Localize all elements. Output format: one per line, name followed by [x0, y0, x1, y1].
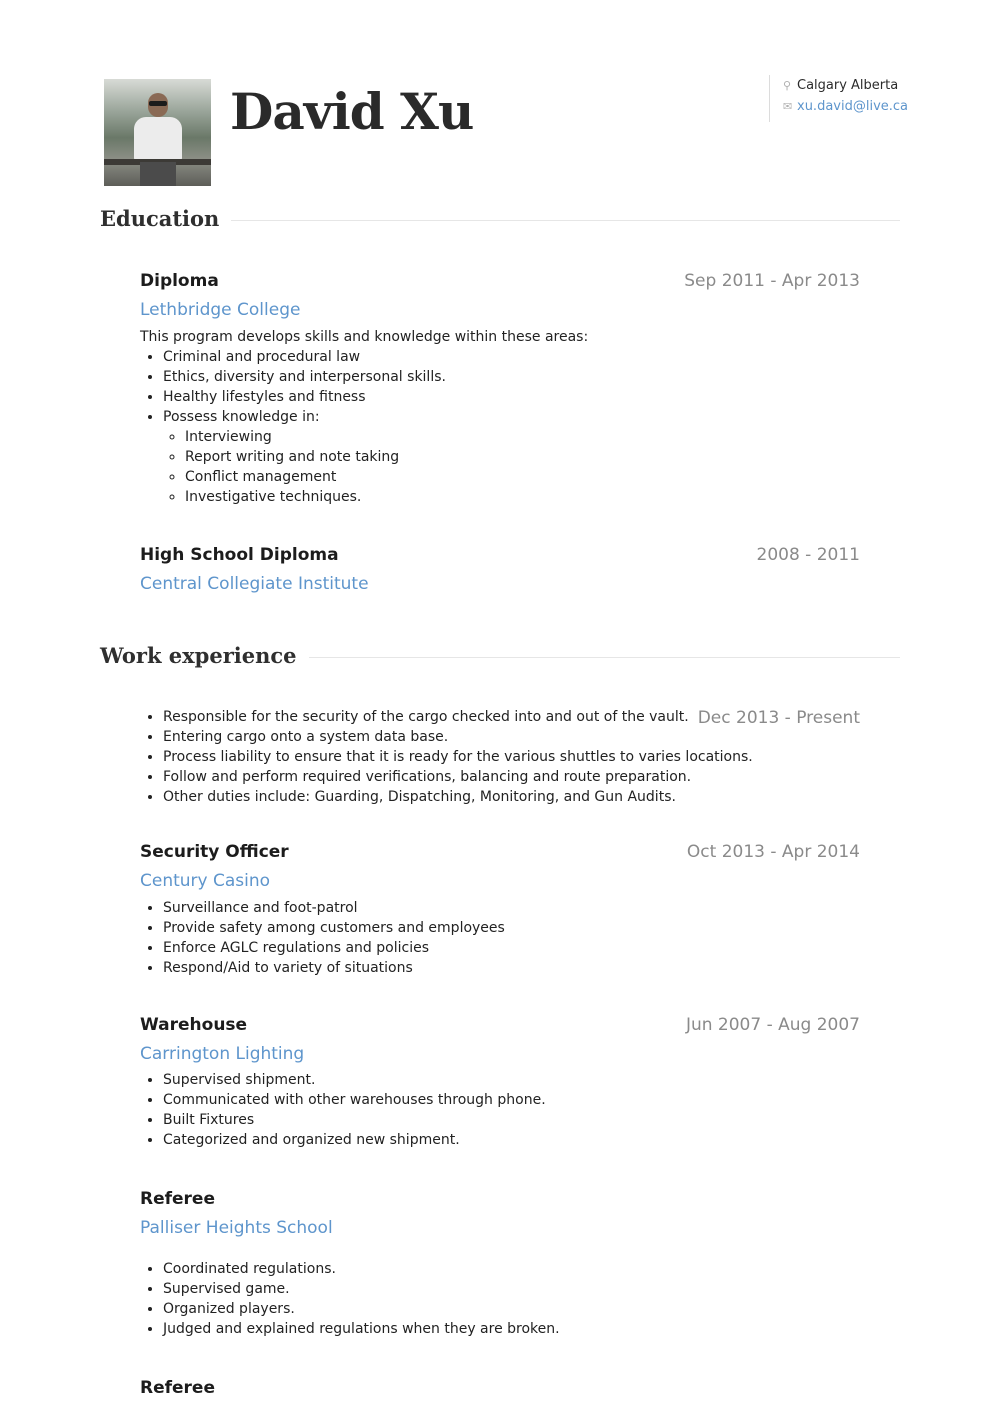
entry-organization[interactable]: Palliser Heights School — [140, 1218, 333, 1238]
list-item: • Other duties include: Guarding, Dispatching, Monitoring, and Gun Audits. — [163, 787, 860, 807]
list-item: • Communicated with other warehouses through phone. — [163, 1090, 860, 1110]
entry-date: Jun 2007 - Aug 2007 — [685, 1015, 860, 1035]
list-item: ◦ Interviewing — [185, 427, 860, 447]
entry-organization[interactable]: Carrington Lighting — [140, 1044, 305, 1064]
education-entry — [140, 544, 860, 596]
list-item: • Judged and explained regulations when they are broken. — [163, 1319, 860, 1339]
bullet-list — [140, 898, 860, 978]
entry-title: Security Officer — [140, 842, 289, 862]
list-item: • Ethics, diversity and interpersonal skills. — [163, 367, 860, 387]
list-item: • Built Fixtures — [163, 1110, 860, 1130]
work-entry — [140, 707, 860, 807]
work-entry — [140, 1377, 860, 1399]
work-entry — [140, 1188, 860, 1339]
list-item: • Provide safety among customers and employees — [163, 918, 860, 938]
location-text: Calgary Alberta — [797, 78, 899, 93]
map-pin-icon: ⚲ — [783, 79, 792, 92]
list-item: • Criminal and procedural law — [163, 347, 860, 367]
email-row[interactable] — [783, 96, 908, 117]
list-item: ◦ Report writing and note taking — [185, 447, 860, 467]
list-item: • Coordinated regulations. — [163, 1259, 860, 1279]
list-item: • Supervised game. — [163, 1279, 860, 1299]
location-row — [783, 75, 908, 96]
list-item: • Respond/Aid to variety of situations — [163, 958, 860, 978]
entry-title: Referee — [140, 1189, 215, 1209]
list-item: • Supervised shipment. — [163, 1070, 860, 1090]
envelope-icon: ✉ — [783, 100, 793, 113]
list-item: • Healthy lifestyles and fitness — [163, 387, 860, 407]
entry-date: Sep 2011 - Apr 2013 — [684, 271, 860, 291]
list-item: • Follow and perform required verifications, balancing and route preparation. — [163, 767, 860, 787]
bullet-list — [140, 347, 860, 507]
bullet-list — [140, 1070, 860, 1150]
entry-date: Oct 2013 - Apr 2014 — [686, 842, 860, 862]
list-item: • Organized players. — [163, 1299, 860, 1319]
entry-date: Dec 2013 - Present — [697, 708, 860, 728]
list-item: • Entering cargo onto a system data base. — [163, 727, 860, 747]
entry-date: 2008 - 2011 — [756, 545, 860, 565]
education-entry — [140, 270, 860, 507]
entry-title: High School Diploma — [140, 545, 339, 565]
entry-description: This program develops skills and knowledge within these areas: — [140, 329, 589, 345]
email-link[interactable]: xu.david@live.ca — [797, 99, 909, 114]
list-item: • Categorized and organized new shipment. — [163, 1130, 860, 1150]
entry-organization[interactable]: Century Casino — [140, 871, 271, 891]
section-title-education: Education — [100, 206, 231, 231]
list-item: ◦ Conflict management — [185, 467, 860, 487]
work-entry — [140, 841, 860, 978]
section-title-work-experience: Work experience — [100, 643, 309, 668]
list-item: • Responsible for the security of the cargo checked into and out of the vault. — [163, 707, 860, 727]
list-item: • Surveillance and foot-patrol — [163, 898, 860, 918]
entry-title: Referee — [140, 1378, 215, 1398]
sub-bullet-list — [163, 427, 860, 507]
list-item: • Process liability to ensure that it is ready for the various shuttles to varies locations. — [163, 747, 860, 767]
bullet-list — [140, 1259, 860, 1339]
candidate-name: David Xu — [230, 82, 474, 141]
entry-title: Warehouse — [140, 1015, 248, 1035]
list-item: • Possess knowledge in: ◦ Interviewing ◦ Report writing and note taking ◦ Conflict management ◦ Investigative techniques. — [163, 407, 860, 507]
entry-title: Diploma — [140, 271, 219, 291]
profile-photo — [104, 79, 211, 186]
contact-info — [769, 75, 908, 122]
work-entry — [140, 1014, 860, 1150]
entry-organization[interactable]: Lethbridge College — [140, 300, 301, 320]
entry-organization[interactable]: Central Collegiate Institute — [140, 574, 369, 594]
list-item: • Enforce AGLC regulations and policies — [163, 938, 860, 958]
list-item: ◦ Investigative techniques. — [185, 487, 860, 507]
